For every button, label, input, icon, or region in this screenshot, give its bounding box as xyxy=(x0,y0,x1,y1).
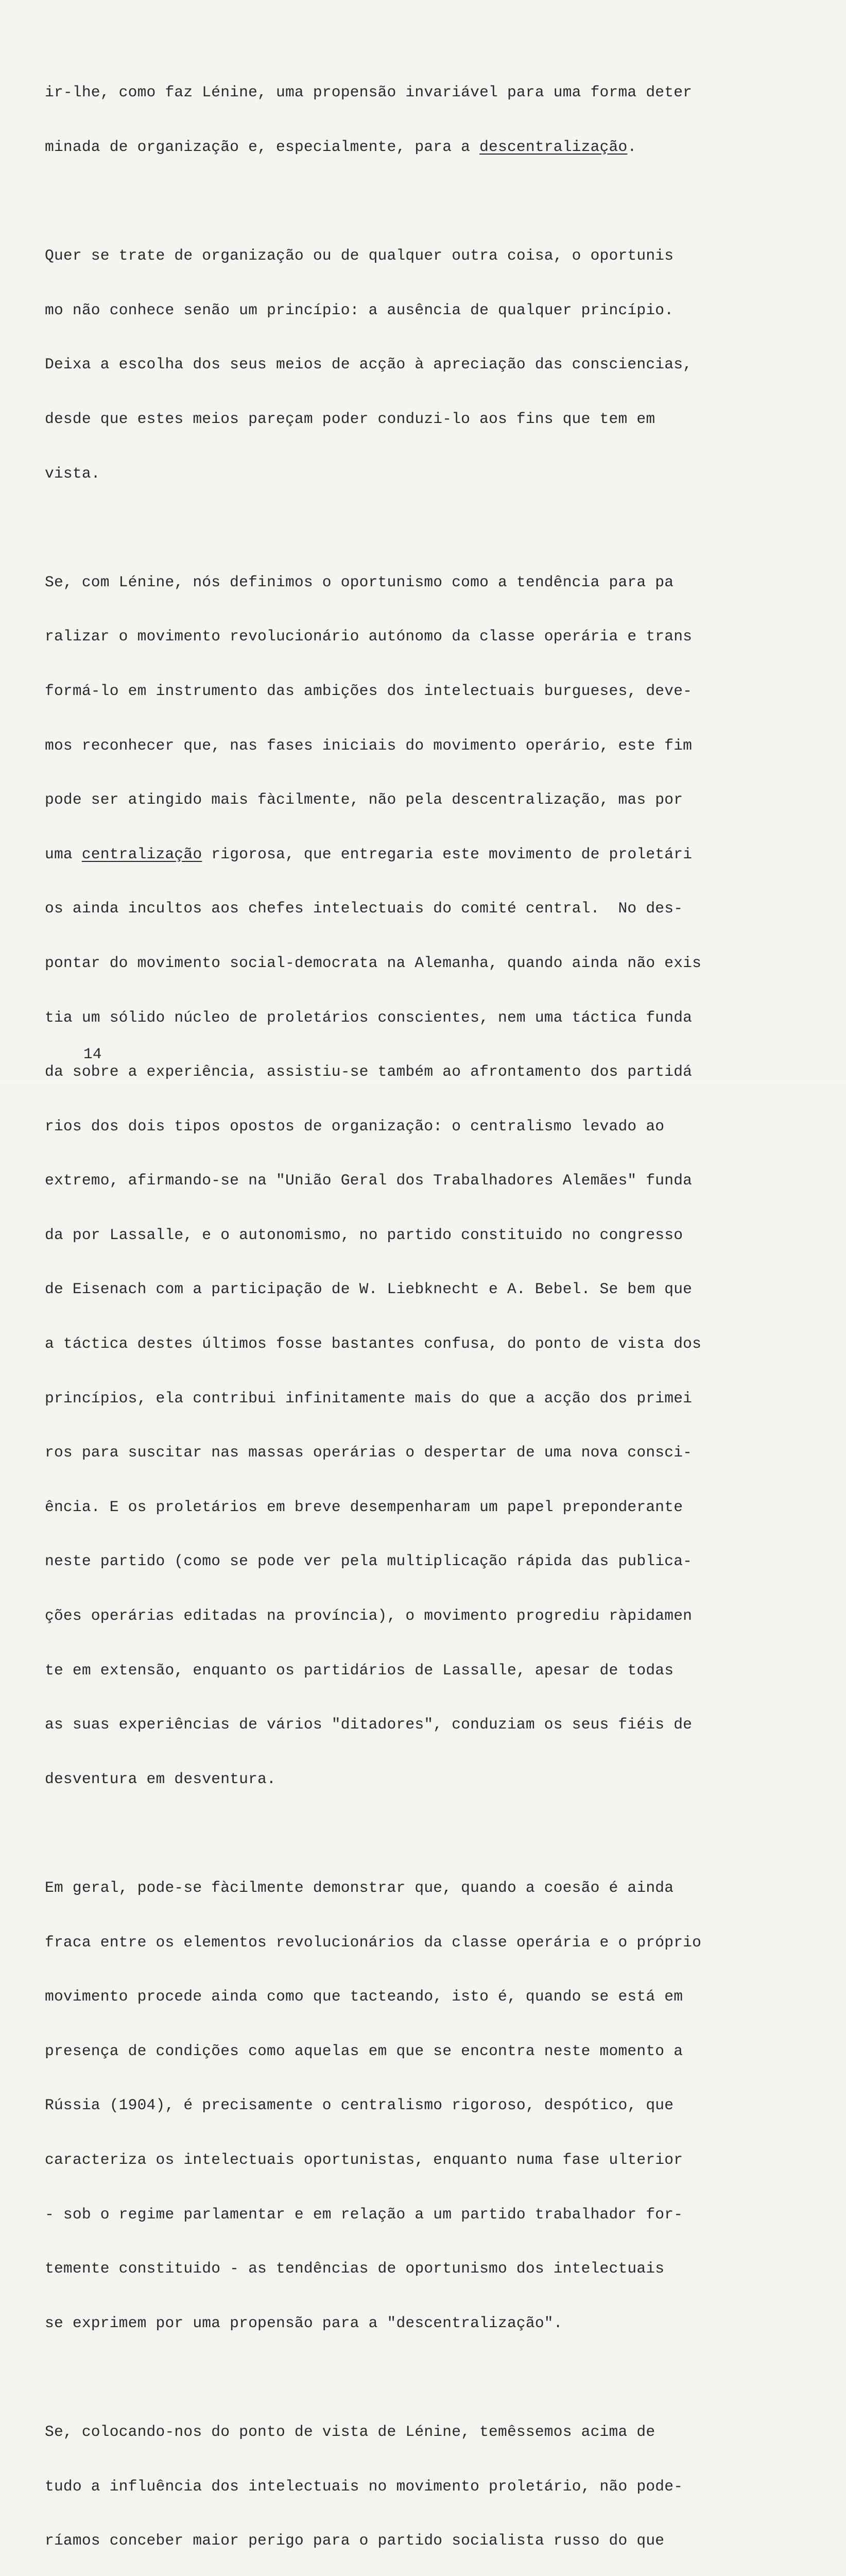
text-line: ência. E os proletários em breve desempenharam um papel preponderante xyxy=(45,1498,683,1516)
text-line: - sob o regime parlamentar e em relação a um partido trabalhador for- xyxy=(45,2205,683,2223)
text-line: da por Lassalle, e o autonomismo, no partido constituido no congresso xyxy=(45,1226,683,1244)
text-line: extremo, afirmando-se na "União Geral dos Trabalhadores Alemães" funda xyxy=(45,1172,693,1190)
text-line: tudo a influência dos intelectuais no movimento proletário, não pode- xyxy=(45,2477,683,2495)
text-line: rios dos dois tipos opostos de organização: o centralismo levado ao xyxy=(45,1117,665,1135)
text-line: os ainda incultos aos chefes intelectuais do comité central. No des- xyxy=(45,900,683,918)
text-line: ralizar o movimento revolucionário autónomo da classe operária e trans xyxy=(45,628,693,646)
text-line: Se, com Lénine, nós definimos o oportunismo como a tendência para pa xyxy=(45,573,674,591)
text-line: presença de condições como aquelas em que se encontra neste momento a xyxy=(45,2042,683,2060)
paragraph-4 xyxy=(45,1843,766,2369)
text-line: movimento procede ainda como que tacteando, isto é, quando se está em xyxy=(45,1988,683,2006)
body-text xyxy=(45,47,766,2576)
text-line: vista. xyxy=(45,464,100,482)
text-line: a táctica destes últimos fosse bastantes confusa, do ponto de vista dos xyxy=(45,1335,702,1353)
text-line: ríamos conceber maior perigo para o partido socialista russo do que xyxy=(45,2532,665,2550)
text-line: Rússia (1904), é precisamente o centralismo rigoroso, despótico, que xyxy=(45,2096,674,2114)
underlined-term: descentralização xyxy=(479,138,628,156)
text-line: minada de organização e, especialmente, para a descentralização. xyxy=(45,138,637,156)
text-line: pontar do movimento social-democrata na Alemanha, quando ainda não exis xyxy=(45,954,702,972)
text-line: as suas experiências de vários "ditadores", conduziam os seus fiéis de xyxy=(45,1716,693,1734)
text-line: da sobre a experiência, assistiu-se também ao afrontamento dos partidá xyxy=(45,1063,693,1081)
text-line: neste partido (como se pode ver pela multiplicação rápida das publica- xyxy=(45,1552,693,1570)
text-line: caracteriza os intelectuais oportunistas, enquanto numa fase ulterior xyxy=(45,2150,683,2168)
text-line: mo não conhece senão um princípio: a ausência de qualquer princípio. xyxy=(45,301,674,319)
paragraph-2 xyxy=(45,211,766,519)
text-line: pode ser atingido mais fàcilmente, não pela descentralização, mas por xyxy=(45,791,683,809)
text-line: de Eisenach com a participação de W. Liebknecht e A. Bebel. Se bem que xyxy=(45,1280,693,1298)
text-line: mos reconhecer que, nas fases iniciais do movimento operário, este fim xyxy=(45,736,693,754)
text-line: ros para suscitar nas massas operárias o despertar de uma nova consci- xyxy=(45,1444,693,1462)
page-number: 14 xyxy=(83,1045,102,1063)
text-line: Quer se trate de organização ou de qualquer outra coisa, o oportunis xyxy=(45,247,674,265)
text-line: Se, colocando-nos do ponto de vista de Lénine, temêssemos acima de xyxy=(45,2422,655,2441)
text-line: te em extensão, enquanto os partidários de Lassalle, apesar de todas xyxy=(45,1661,674,1679)
text-line: ções operárias editadas na província), o movimento progrediu ràpidamen xyxy=(45,1607,693,1625)
text-line: desde que estes meios pareçam poder conduzi-lo aos fins que tem em xyxy=(45,410,655,428)
text-line: princípios, ela contribui infinitamente mais do que a acção dos primei xyxy=(45,1389,693,1407)
text-line: formá-lo em instrumento das ambições dos intelectuais burgueses, deve- xyxy=(45,682,693,700)
text-line: ir-lhe, como faz Lénine, uma propensão invariável para uma forma deter xyxy=(45,83,693,101)
paragraph-5 xyxy=(45,2387,766,2576)
text-line: tia um sólido núcleo de proletários conscientes, nem uma táctica funda xyxy=(45,1008,693,1026)
paragraph-3 xyxy=(45,537,766,1824)
underlined-term: centralização xyxy=(81,845,202,863)
text-line: se exprimem por uma propensão para a "descentralização". xyxy=(45,2314,563,2332)
text-line: Deixa a escolha dos seus meios de acção à apreciação das consciencias, xyxy=(45,355,693,374)
text-line: desventura em desventura. xyxy=(45,1770,276,1788)
text-line: uma centralização rigorosa, que entregaria este movimento de proletári xyxy=(45,845,693,863)
text-line: temente constituido - as tendências de oportunismo dos intelectuais xyxy=(45,2260,665,2278)
text-line: Em geral, pode-se fàcilmente demonstrar que, quando a coesão é ainda xyxy=(45,1879,674,1896)
text-line: fraca entre os elementos revolucionários da classe operária e o próprio xyxy=(45,1933,702,1951)
paragraph-1 xyxy=(45,47,766,193)
show-through-text xyxy=(242,4,602,40)
